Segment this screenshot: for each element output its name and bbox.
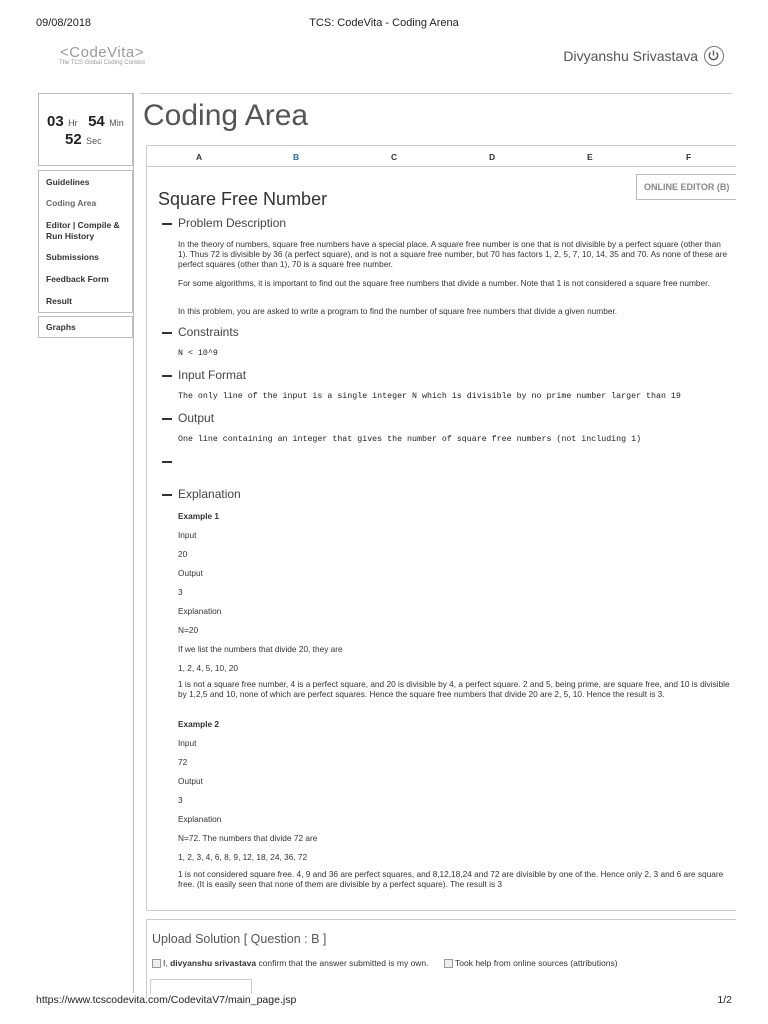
tab-a[interactable]: A [196,152,203,162]
constraints-heading[interactable] [162,325,239,339]
example-2-explanation-label: Explanation [178,814,222,824]
sidebar-item-submissions[interactable]: Submissions [46,252,99,262]
example-1-title: Example 1 [178,511,220,521]
example-2-title: Example 2 [178,719,220,729]
example-1-explanation-label: Explanation [178,606,222,616]
section-label: Explanation [178,487,241,501]
print-title: TCS: CodeVita - Coding Arena [309,17,459,29]
tab-f[interactable]: F [686,152,692,162]
problem-paragraph-3: In this problem, you are asked to write a program to find the number of square free numbers that divide a given number. [178,306,618,316]
confirm-prefix: I, [163,958,171,968]
page-title: Coding Area [143,99,309,132]
example-2-input: 72 [178,757,188,767]
example-2-output: 3 [178,795,183,805]
tab-e[interactable]: E [587,152,593,162]
sidebar-item-feedback[interactable]: Feedback Form [46,274,109,284]
timer-seconds-label: Sec [86,136,102,146]
tab-c[interactable]: C [391,152,398,162]
sidebar-item-guidelines[interactable]: Guidelines [46,177,90,187]
sidebar-graphs-box [38,316,133,338]
problem-paragraph-1: In the theory of numbers, square free numbers have a special place. A square free number is one that is not divisible by a perfect square (other than 1). Thus 72 is divisible by 36 (a perfect square), and is not a square free number, but 70 has factors 1, 2, 5, 7, 10, 14, 35 and 70. As none of these are perfect squares (other than 1), 70 is a square free number. [178,239,728,269]
input-format-text: The only line of the input is a single integer N which is divisible by no prime number larger than 19 [178,392,681,401]
own-work-checkbox[interactable] [152,959,161,968]
section-label: Constraints [178,325,239,339]
problem-paragraph-2: For some algorithms, it is important to find out the square free numbers that divide a number. Note that 1 is not considered a square free number. [178,278,710,288]
codevita-logo[interactable] [48,44,156,66]
collapse-icon[interactable] [162,461,172,463]
example-1-line-2: If we list the numbers that divide 20, they are [178,644,343,654]
sidebar-item-editor-history[interactable]: Editor | Compile & Run History [46,220,120,241]
constraints-text: N < 10^9 [178,349,218,358]
upload-title: Upload Solution [ Question : B ] [152,932,327,946]
timer-seconds: 52 [65,131,82,148]
power-icon[interactable] [704,46,724,66]
timer-minutes-label: Min [109,118,124,128]
file-upload-box[interactable] [150,979,252,994]
own-work-label [163,958,433,969]
collapse-icon [162,418,172,420]
online-help-label: Took help from online sources (attributions) [455,958,618,968]
header-divider [140,93,732,94]
example-1-line-4: 1 is not a square free number, 4 is a perfect square, and 20 is divisible by 4, a perfect square. 2 and 5, being prime, are square free, and 10 is divisible by 1,2,5 and 10, none of which are perfect squares. Hence the square free numbers that divide 20 are 2, 5, 10. Hence the result is 3. [178,679,730,699]
example-1-input-label: Input [178,530,197,540]
example-2-input-label: Input [178,738,197,748]
collapse-icon [162,375,172,377]
logo-tagline: The TCS Global Coding Contest [59,60,145,66]
output-heading[interactable] [162,411,214,425]
sidebar-item-coding-area[interactable]: Coding Area [46,198,97,208]
countdown-timer [38,93,133,166]
online-help-checkbox[interactable] [444,959,453,968]
output-text: One line containing an integer that gives the number of square free numbers (not including 1) [178,435,642,444]
question-tabs [147,146,736,167]
collapse-icon [162,332,172,334]
timer-minutes: 54 [88,113,105,130]
explanation-heading[interactable] [162,487,241,501]
example-1-output: 3 [178,587,183,597]
sidebar-item-result[interactable]: Result [46,296,72,306]
confirm-user: divyanshu srivastava [170,958,257,968]
example-1-output-label: Output [178,568,203,578]
section-label: Problem Description [178,216,287,230]
section-label: Input Format [178,368,247,382]
section-label: Output [178,411,215,425]
question-title: Square Free Number [158,189,328,209]
logo-text: <CodeVita> [60,44,144,61]
sidebar-menu [38,170,133,313]
confirm-suffix: confirm that the answer submitted is my own. [256,958,429,968]
tab-b[interactable]: B [293,152,300,162]
online-editor-button[interactable]: ONLINE EDITOR (B) [636,174,736,200]
collapse-icon [162,223,172,225]
example-1-line-1: N=20 [178,625,199,635]
example-1-input: 20 [178,549,188,559]
sidebar-item-graphs[interactable]: Graphs [46,322,76,332]
timer-hours-label: Hr [68,118,78,128]
tab-d[interactable]: D [489,152,496,162]
example-2-line-3: 1 is not considered square free. 4, 9 and 36 are perfect squares, and 8,12,18,24 and 72 are divisible by one of the. Hence only 2, 3 and 6 are square free. (It is easily seen that none of them are divisible by a perfect square). The result is 3 [178,869,724,889]
input-format-heading[interactable] [162,368,246,382]
user-name: Divyanshu Srivastava [563,48,698,64]
print-date: 09/08/2018 [36,17,92,29]
example-2-output-label: Output [178,776,203,786]
example-2-line-2: 1, 2, 3, 4, 6, 8, 9, 12, 18, 24, 36, 72 [178,852,308,862]
content-divider [133,93,134,993]
print-page-number: 1/2 [717,994,732,1006]
timer-hours: 03 [47,113,64,130]
example-2-line-1: N=72. The numbers that divide 72 are [178,833,318,843]
print-url: https://www.tcscodevita.com/CodevitaV7/main_page.jsp [36,994,297,1006]
problem-description-heading[interactable] [162,216,286,230]
example-1-line-3: 1, 2, 4, 5, 10, 20 [178,663,238,673]
collapse-icon [162,494,172,496]
